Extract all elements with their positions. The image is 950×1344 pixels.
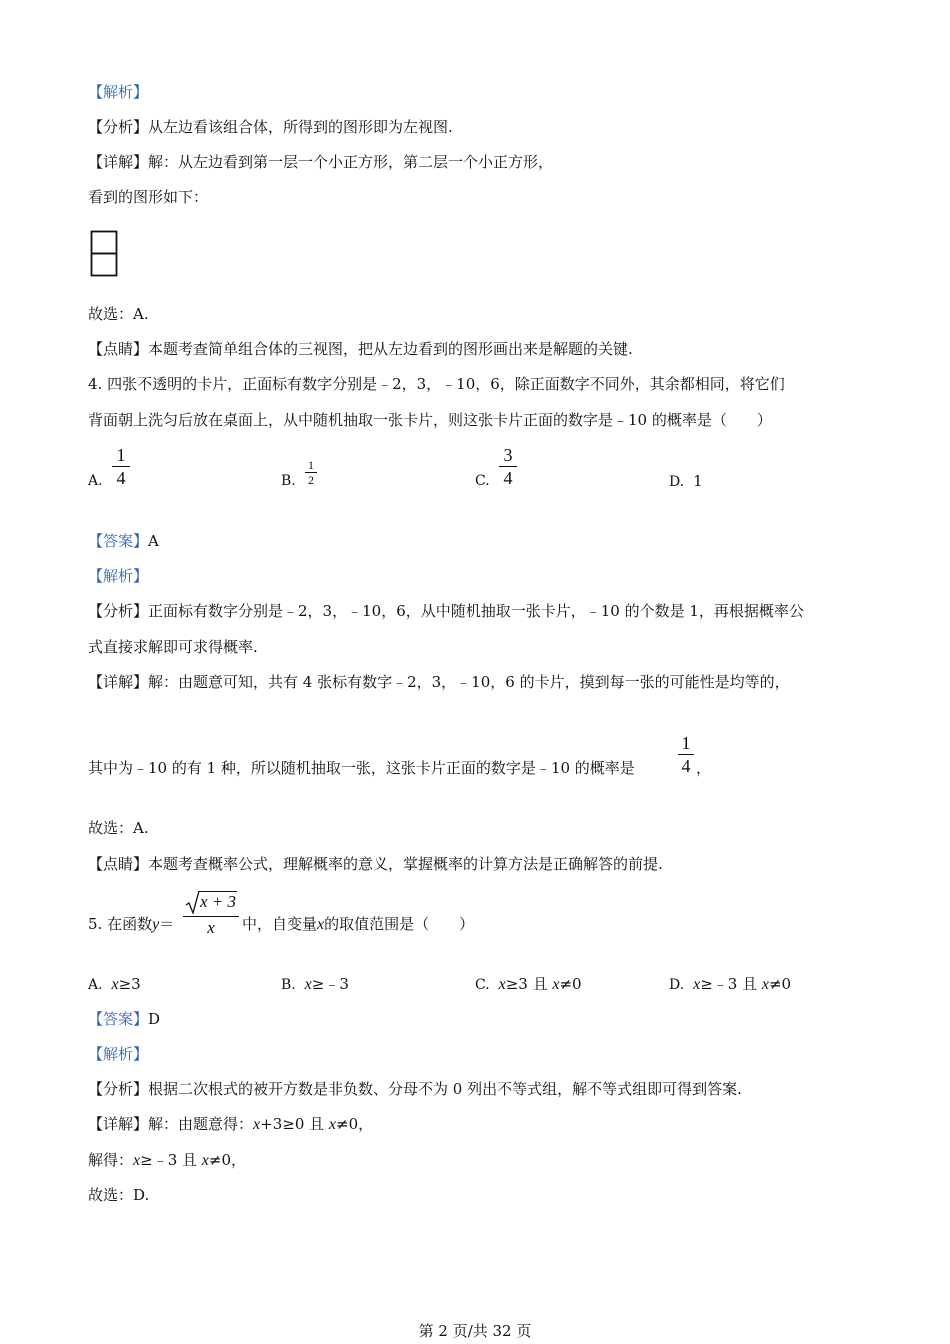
q4-choice-line: 故选：A. (88, 819, 149, 837)
denominator: 4 (499, 466, 517, 489)
option-letter: C. (475, 977, 490, 993)
option-text: ≥﹣3 且 (700, 975, 762, 993)
page-footer: 第 2 页/共 32 页 (418, 1322, 532, 1340)
option-text: ≥﹣3 (311, 975, 349, 993)
q4-detail-line-2: 其中为﹣10 的有 1 种，所以随机抽取一张，这张卡片正面的数字是﹣10 的概率是 (88, 759, 635, 777)
q5-analysis-line (88, 1079, 742, 1099)
analysis-text: 根据二次根式的被开方数是非负数、分母不为 0 列出不等式组，解不等式组即可得到答案. (148, 1080, 742, 1098)
q4-option-d-letter: D. (669, 474, 685, 490)
q5-choice-line: 故选：D. (88, 1186, 150, 1204)
q4-option-c-letter: C. (475, 473, 490, 489)
detail-tag: 【详解】 (88, 1115, 149, 1133)
q4-option-d-value: 1 (693, 472, 703, 490)
var-x: x (304, 976, 312, 993)
var-x: x (693, 976, 701, 993)
upper-square (92, 232, 117, 254)
q5-stem-mid: 中，自变量 (242, 915, 318, 933)
sqrt-icon (185, 890, 200, 914)
q4-stem-line-2: 背面朝上洗匀后放在桌面上，从中随机抽取一张卡片，则这张卡片正面的数字是﹣10 的概率是（ ） (88, 411, 772, 429)
option-text: ≠0 (768, 975, 792, 993)
var-x: x (201, 1152, 209, 1169)
solve-text: ≥﹣3 且 (140, 1151, 202, 1169)
left-view-figure (90, 230, 120, 280)
remark-line (88, 339, 633, 359)
denominator: 4 (678, 754, 694, 777)
q4-detail-line-1 (88, 672, 790, 692)
choice-line: 故选：A. (88, 305, 149, 323)
q5-stem-part-1 (88, 914, 174, 935)
numerator: 3 (503, 445, 513, 465)
q4-answer-line (88, 531, 159, 551)
answer-value: A (148, 532, 159, 550)
answer-tag: 【答案】 (88, 532, 149, 550)
q4-option-d (669, 471, 703, 492)
var-y: y (152, 916, 160, 933)
q5-stem-prefix: 5. 在函数 (88, 915, 153, 933)
analysis-tag: 【分析】 (88, 118, 149, 136)
analysis-tag: 【分析】 (88, 602, 149, 620)
q5-option-c (475, 974, 582, 995)
numerator: 1 (308, 458, 314, 472)
q5-option-a (88, 974, 141, 995)
answer-tag: 【答案】 (88, 1010, 149, 1028)
q5-solve-line (88, 1150, 246, 1171)
var-x: x (111, 976, 119, 993)
analysis-line (88, 117, 453, 137)
option-text: ≥3 (118, 975, 141, 993)
q5-answer-line (88, 1009, 160, 1029)
radical-numerator (183, 888, 239, 914)
q4-detail-comma: ， (696, 759, 712, 777)
detail-tag: 【详解】 (88, 153, 149, 171)
numerator: 1 (116, 445, 126, 465)
numerator: 1 (681, 733, 691, 753)
remark-tag: 【点睛】 (88, 855, 149, 873)
q5-stem-part-2 (242, 914, 474, 935)
option-text: ≠0 (559, 975, 582, 993)
equals-sign: ＝ (159, 915, 175, 933)
detail-text: 解：从左边看到第一层一个小正方形，第二层一个小正方形， (148, 153, 554, 171)
q4-option-a-fraction (112, 444, 130, 489)
q4-analysis-line-1 (88, 601, 804, 621)
var-x: x (133, 1152, 141, 1169)
var-x: x (253, 1116, 261, 1133)
option-letter: D. (669, 977, 685, 993)
analysis-heading: 【解析】 (88, 83, 149, 101)
detail-line (88, 152, 553, 172)
q4-option-b-fraction (305, 458, 317, 487)
q5-stem-post: 的取值范围是（ ） (324, 915, 475, 933)
lower-square (92, 254, 117, 276)
q5-option-b (281, 974, 349, 995)
var-x: x (761, 976, 769, 993)
q4-option-a-letter: A. (88, 473, 103, 489)
option-letter: A. (88, 977, 103, 993)
radicand: x + 3 (200, 892, 237, 911)
var-x: x (552, 976, 560, 993)
remark-text: 本题考查简单组合体的三视图，把从左边看到的图形画出来是解题的关键. (148, 340, 633, 358)
analysis-text: 从左边看该组合体，所得到的图形即为左视图. (148, 118, 453, 136)
q4-stem-line-1: 4. 四张不透明的卡片，正面标有数字分别是﹣2，3，﹣10，6，除正面数字不同外，其余都相同，将它们 (88, 375, 785, 393)
detail-text: 解：由题意得： (148, 1115, 254, 1133)
analysis-text: 正面标有数字分别是﹣2，3，﹣10，6，从中随机抽取一张卡片，﹣10 的个数是 1，再根据概率公 (148, 602, 804, 620)
q5-function-fraction (183, 888, 239, 939)
q4-detail-fraction (678, 732, 694, 777)
answer-value: D (148, 1010, 161, 1028)
denominator: x (183, 916, 239, 939)
remark-tag: 【点睛】 (88, 340, 149, 358)
solve-text: 解得： (88, 1151, 134, 1169)
detail-text: ≠0， (336, 1115, 374, 1133)
solve-text: ≠0， (208, 1151, 247, 1169)
q5-detail-line (88, 1114, 373, 1135)
q5-analysis-heading: 【解析】 (88, 1045, 149, 1063)
q5-option-d (669, 974, 791, 995)
var-x: x (317, 916, 325, 933)
q4-analysis-line-2: 式直接求解即可求得概率. (88, 638, 258, 656)
detail-text: 解：由题意可知，共有 4 张标有数字﹣2，3，﹣10，6 的卡片，摸到每一张的可能性是均等的， (148, 673, 790, 691)
var-x: x (498, 976, 506, 993)
detail-line-2: 看到的图形如下： (88, 188, 209, 206)
denominator: 4 (112, 466, 130, 489)
q4-remark-line (88, 854, 663, 874)
detail-tag: 【详解】 (88, 673, 149, 691)
analysis-tag: 【分析】 (88, 1080, 149, 1098)
detail-text: +3≥0 且 (260, 1115, 329, 1133)
var-x: x (328, 1116, 337, 1133)
option-text: ≥3 且 (505, 975, 553, 993)
remark-text: 本题考查概率公式，理解概率的意义，掌握概率的计算方法是正确解答的前提. (148, 855, 663, 873)
q4-option-b-letter: B. (281, 473, 296, 489)
denominator: 2 (305, 472, 317, 487)
option-letter: B. (281, 977, 296, 993)
q4-option-c-fraction (499, 444, 517, 489)
q4-analysis-heading: 【解析】 (88, 567, 149, 585)
